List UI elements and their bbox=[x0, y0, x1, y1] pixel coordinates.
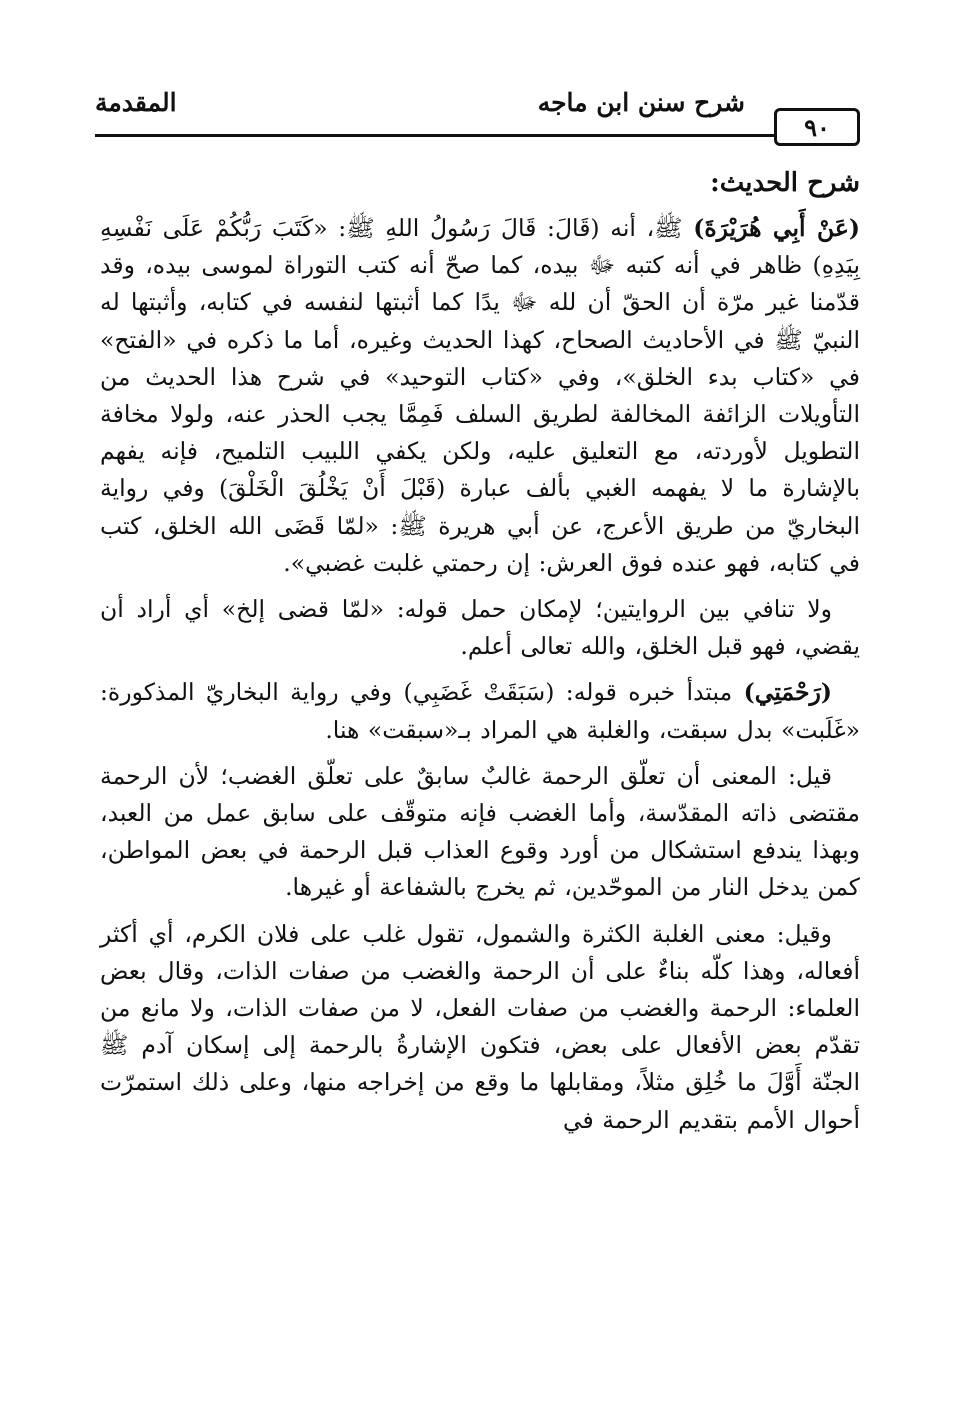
hadith-quote: (رَحْمَتِي) bbox=[743, 678, 832, 707]
paragraph-text: مبتدأ خبره قوله: (سَبَقَتْ غَضَبِي) وفي رواية البخاريّ المذكورة: «غَلَبت» بدل سبقت، والغلبة هي المراد بـ«سبقت» هنا. bbox=[100, 678, 860, 744]
running-title: شرح سنن ابن ماجه bbox=[537, 88, 745, 117]
page-body bbox=[100, 162, 860, 1148]
chapter-title: المقدمة bbox=[95, 88, 177, 117]
paragraph-text: وقيل: معنى الغلبة الكثرة والشمول، تقول غلب على فلان الكرم، أي أكثر أفعاله، وهذا كلّه بناءٌ على أن الرحمة والغضب من صفات الذات، وقال بعض العلماء: الرحمة والغضب من صفات الفعل، لا من صفات الذات، ولا مانع من تقدّم بعض الأفعال على بعض، فتكون الإشارةُ بالرحمة إلى إسكان آدم ﷺ الجنّة أَوَّلَ ما خُلِق مثلاً، ومقابلها ما وقع من إخراجه منها، وعلى ذلك استمرّت أحوال الأمم بتقديم الرحمة في bbox=[100, 919, 860, 1134]
paragraph-text: ﷺ، أنه (قَالَ: قَالَ رَسُولُ اللهِ ﷺ: «كَتَبَ رَبُّكُمْ عَلَى نَفْسِهِ بِيَدِهِ) ظاهر في أنه كتبه ﷻ بيده، كما صحّ أنه كتب التوراة لموسى بيده، وقد قدّمنا غير مرّة أن الحقّ أن لله ﷻ يدًا كما أثبتها لنفسه في كتابه، وأثبتها له النبيّ ﷺ في الأحاديث الصحاح، كهذا الحديث وغيره، أما ما ذكره في «الفتح» في «كتاب بدء الخلق»، وفي «كتاب التوحيد» في شرح هذا الحديث من التأويلات الزائفة المخالفة لطريق السلف فَمِمَّا يجب الحذر عنه، ولولا مخافة التطويل لأوردته، مع التعليق عليه، ولكن يكفي اللبيب التلميح، فإنه يفهم بالإشارة ما لا يفهمه الغبي بألف عبارة (قَبْلَ أَنْ يَخْلُقَ الْخَلْقَ) وفي رواية البخاريّ من طريق الأعرج، عن أبي هريرة ﷺ: «لمّا قَضَى الله الخلق، كتب في كتابه، فهو عنده فوق العرش: إن رحمتي غلبت غضبي». bbox=[100, 214, 860, 577]
paragraph-text: قيل: المعنى أن تعلّق الرحمة غالبٌ سابقٌ على تعلّق الغضب؛ لأن الرحمة مقتضى ذاته المقدّسة، وأما الغضب فإنه متوقّف على سابق عمل من العبد، وبهذا يندفع استشكال من أورد وقوع العذاب قبل الرحمة في بعض المواطن، كمن يدخل النار من الموحّدين، ثم يخرج بالشفاعة أو غيرها. bbox=[100, 761, 860, 902]
page-number: ٩٠ bbox=[774, 108, 860, 146]
paragraph-text: ولا تنافي بين الروايتين؛ لإمكان حمل قوله: «لمّا قضى إلخ» أي أراد أن يقضي، فهو قبل الخلق، والله تعالى أعلم. bbox=[100, 595, 860, 661]
paragraph bbox=[100, 916, 860, 1139]
section-heading: شرح الحديث: bbox=[710, 168, 860, 198]
page-header bbox=[95, 88, 860, 142]
paragraph bbox=[100, 591, 860, 665]
paragraph bbox=[100, 674, 860, 748]
hadith-quote: (عَنْ أَبِي هُرَيْرَةَ) bbox=[693, 214, 860, 242]
paragraph bbox=[100, 758, 860, 907]
paragraph bbox=[100, 210, 860, 582]
header-divider bbox=[95, 134, 785, 137]
